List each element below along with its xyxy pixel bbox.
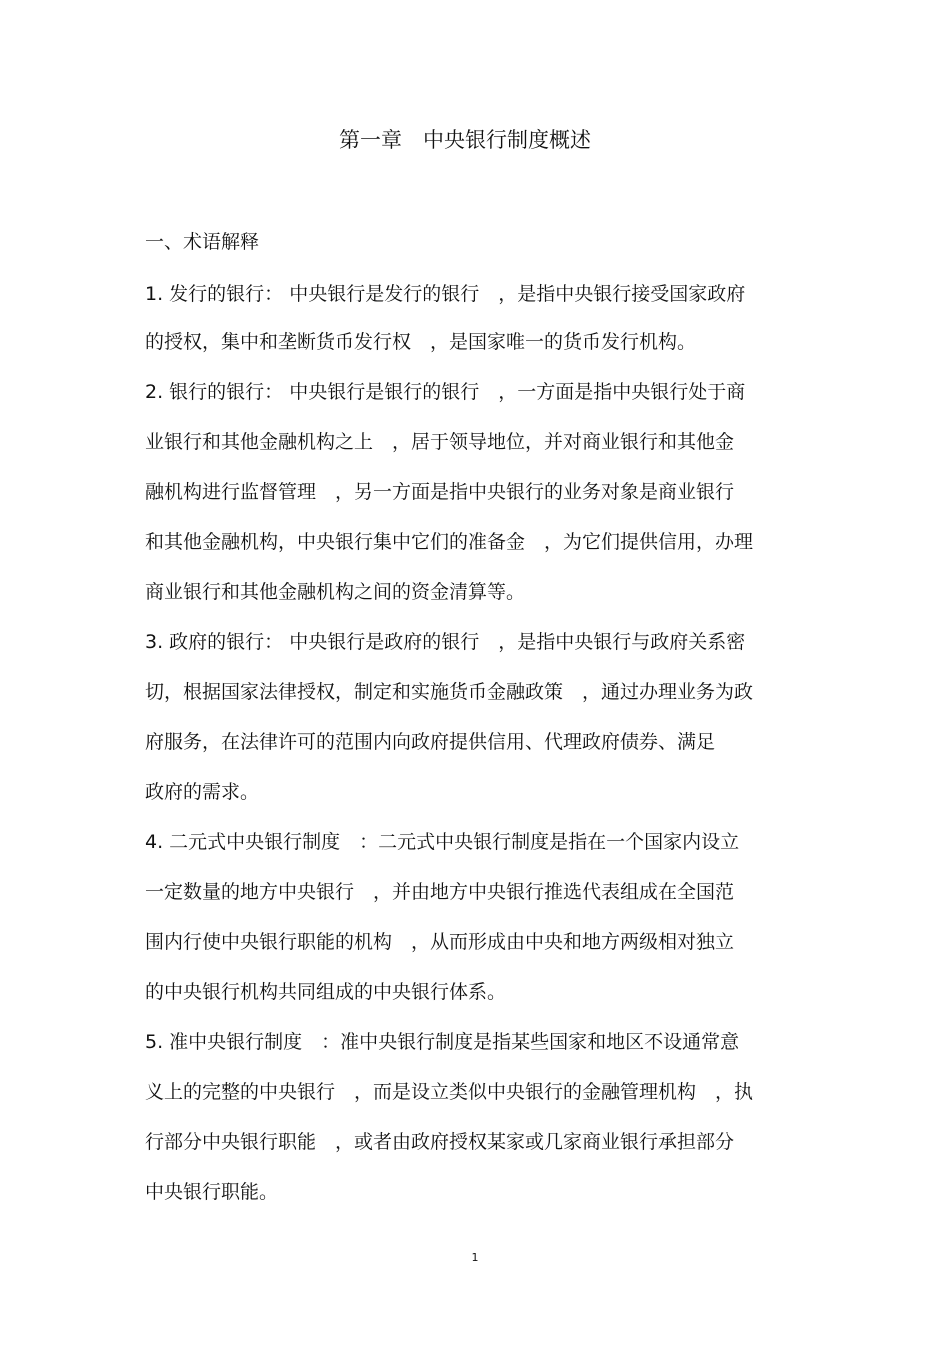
- text-line: 和其他金融机构，中央银行集中它们的准备金 ，为它们提供信用，办理: [145, 531, 754, 553]
- text-line: 融机构进行监督管理 ，另一方面是指中央银行的业务对象是商业银行: [145, 481, 735, 503]
- text-line: 商业银行和其他金融机构之间的资金清算等。: [145, 581, 526, 603]
- text-line: 的中央银行机构共同组成的中央银行体系。: [145, 981, 507, 1003]
- text-line: 4. 二元式中央银行制度 ：二元式中央银行制度是指在一个国家内设立: [145, 831, 740, 853]
- text-line: 一定数量的地方中央银行 ，并由地方中央银行推选代表组成在全国范: [145, 881, 735, 903]
- text-line: 行部分中央银行职能 ，或者由政府授权某家或几家商业银行承担部分: [145, 1131, 735, 1153]
- text-line: 切，根据国家法律授权，制定和实施货币金融政策 ，通过办理业务为政: [145, 681, 754, 703]
- text-line: 中央银行职能。: [145, 1181, 279, 1203]
- text-line: 的授权，集中和垄断货币发行权 ，是国家唯一的货币发行机构。: [145, 331, 697, 353]
- text-line: 围内行使中央银行职能的机构 ，从而形成由中央和地方两级相对独立: [145, 931, 735, 953]
- text-line: 政府的需求。: [145, 781, 260, 803]
- text-line: 义上的完整的中央银行 ，而是设立类似中央银行的金融管理机构 ，执: [145, 1081, 754, 1103]
- text-line: 3. 政府的银行： 中央银行是政府的银行 ，是指中央银行与政府关系密: [145, 631, 746, 653]
- text-line: 府服务，在法律许可的范围内向政府提供信用、代理政府债券、满足: [145, 731, 716, 753]
- section-heading: 一、术语解释: [145, 231, 260, 253]
- text-line: 2. 银行的银行： 中央银行是银行的银行 ，一方面是指中央银行处于商: [145, 381, 746, 403]
- text-line: 5. 准中央银行制度 ：准中央银行制度是指某些国家和地区不设通常意: [145, 1031, 740, 1053]
- page-number: 1: [471, 1251, 479, 1264]
- page-title: 第一章 中央银行制度概述: [339, 128, 591, 152]
- text-line: 业银行和其他金融机构之上 ，居于领导地位，并对商业银行和其他金: [145, 431, 735, 453]
- text-line: 1. 发行的银行： 中央银行是发行的银行 ，是指中央银行接受国家政府: [145, 283, 746, 305]
